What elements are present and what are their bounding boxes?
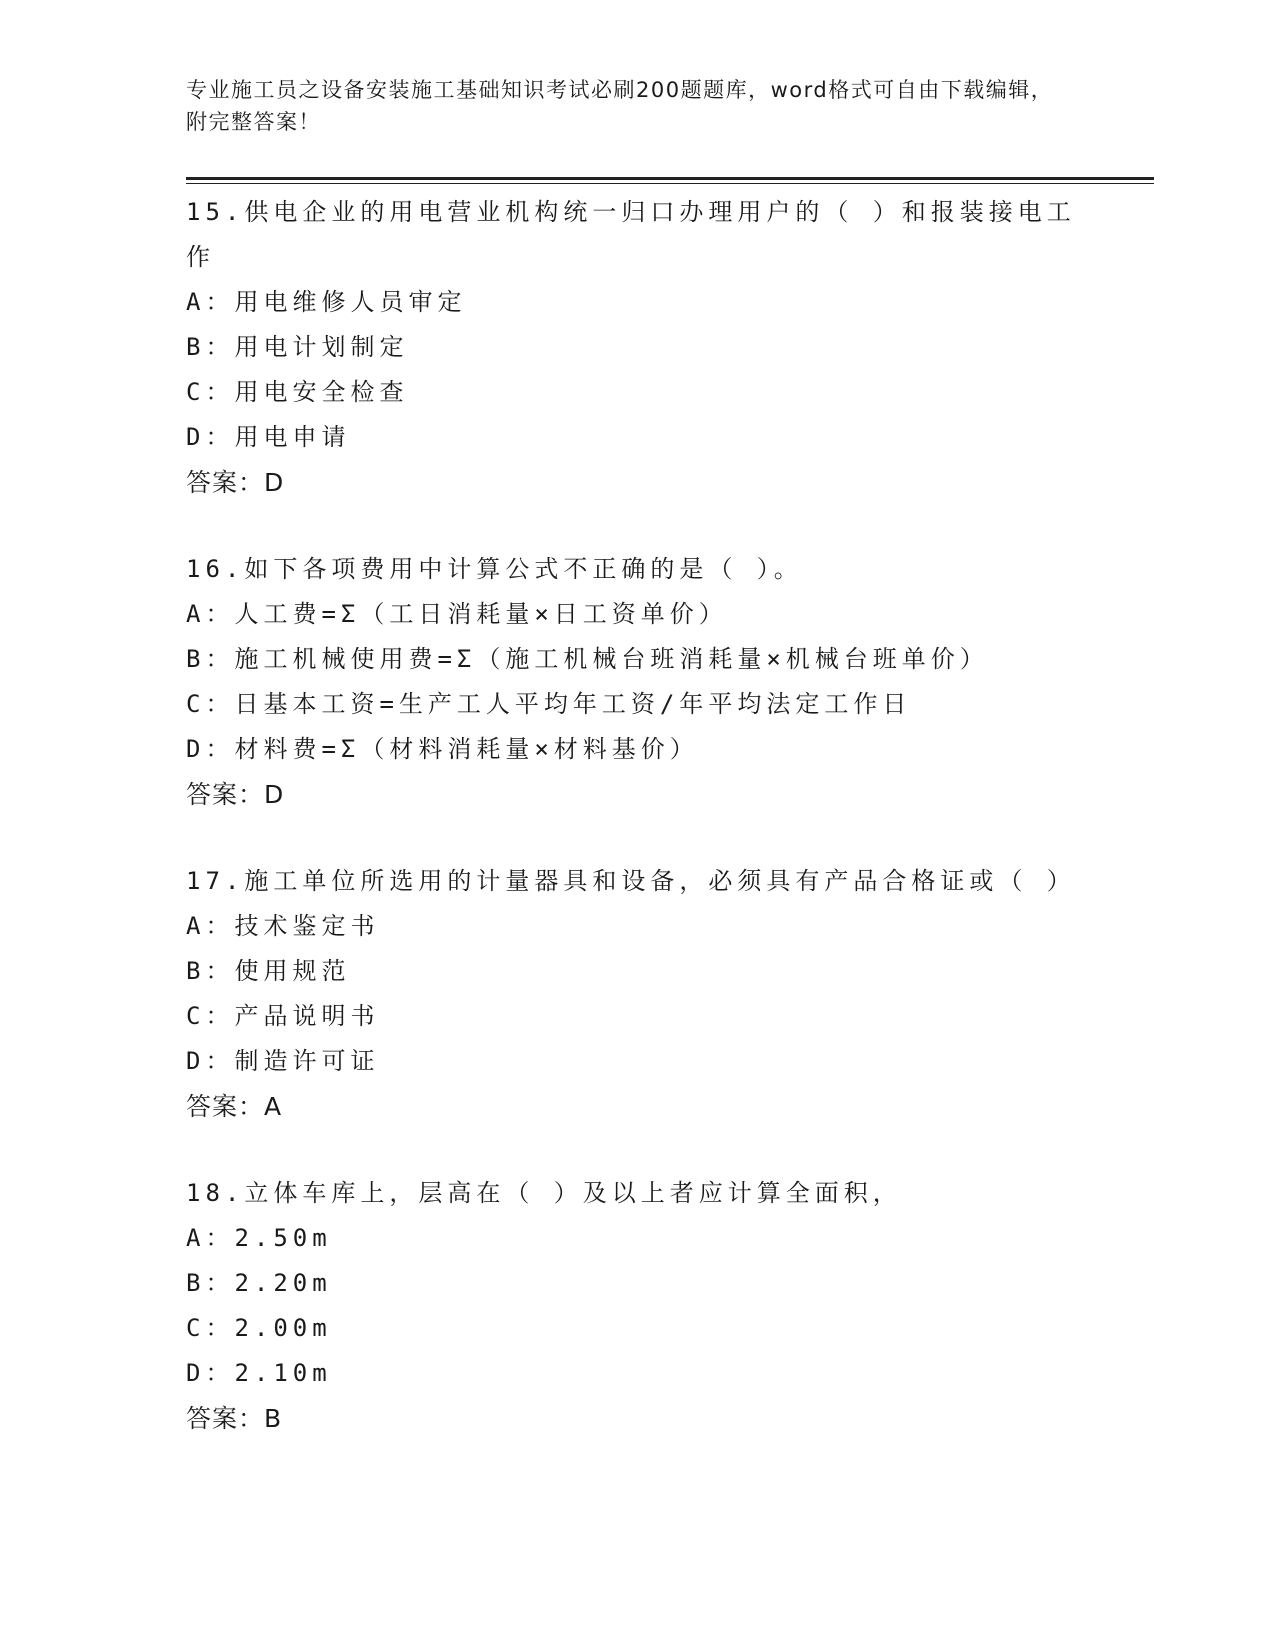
option-d: D：材料费=Σ（材料消耗量×材料基价） [186, 735, 699, 763]
option-d: D：2.10m [186, 1359, 332, 1387]
question-17 [186, 859, 1076, 1129]
question-stem: 15.供电企业的用电营业机构统一归口办理用户的（ ）和报装接电工作 [186, 198, 1076, 271]
option-d: D：用电申请 [186, 423, 351, 451]
option-b: B：用电计划制定 [186, 333, 409, 361]
option-a: A：2.50m [186, 1224, 332, 1252]
question-18 [186, 1171, 1076, 1441]
question-stem: 16.如下各项费用中计算公式不正确的是（ ）。 [186, 555, 803, 583]
answer-line: 答案：D [186, 780, 285, 809]
option-b: B：2.20m [186, 1269, 332, 1297]
option-b: B：施工机械使用费=Σ（施工机械台班消耗量×机械台班单价） [186, 645, 989, 673]
option-b: B：使用规范 [186, 957, 351, 985]
option-c: C：产品说明书 [186, 1002, 380, 1030]
question-stem: 18.立体车库上，层高在（ ）及以上者应计算全面积， [186, 1179, 902, 1207]
header-divider-thin [186, 183, 1154, 184]
option-a: A：技术鉴定书 [186, 912, 380, 940]
option-c: C：日基本工资=生产工人平均年工资/年平均法定工作日 [186, 690, 912, 718]
option-a: A：人工费=Σ（工日消耗量×日工资单价） [186, 600, 728, 628]
question-16 [186, 547, 1076, 817]
option-c: C：2.00m [186, 1314, 332, 1342]
question-list [186, 190, 1076, 1483]
header-divider-thick [186, 177, 1154, 180]
document-header-title: 专业施工员之设备安装施工基础知识考试必刷200题题库，word格式可自由下载编辑，附完整答案！ [186, 78, 1054, 134]
option-c: C：用电安全检查 [186, 378, 409, 406]
question-stem: 17.施工单位所选用的计量器具和设备，必须具有产品合格证或（ ） [186, 867, 1076, 895]
question-15 [186, 190, 1076, 505]
option-a: A：用电维修人员审定 [186, 288, 467, 316]
answer-line: 答案：D [186, 468, 285, 497]
answer-line: 答案：A [186, 1092, 283, 1121]
option-d: D：制造许可证 [186, 1047, 380, 1075]
answer-line: 答案：B [186, 1404, 283, 1433]
